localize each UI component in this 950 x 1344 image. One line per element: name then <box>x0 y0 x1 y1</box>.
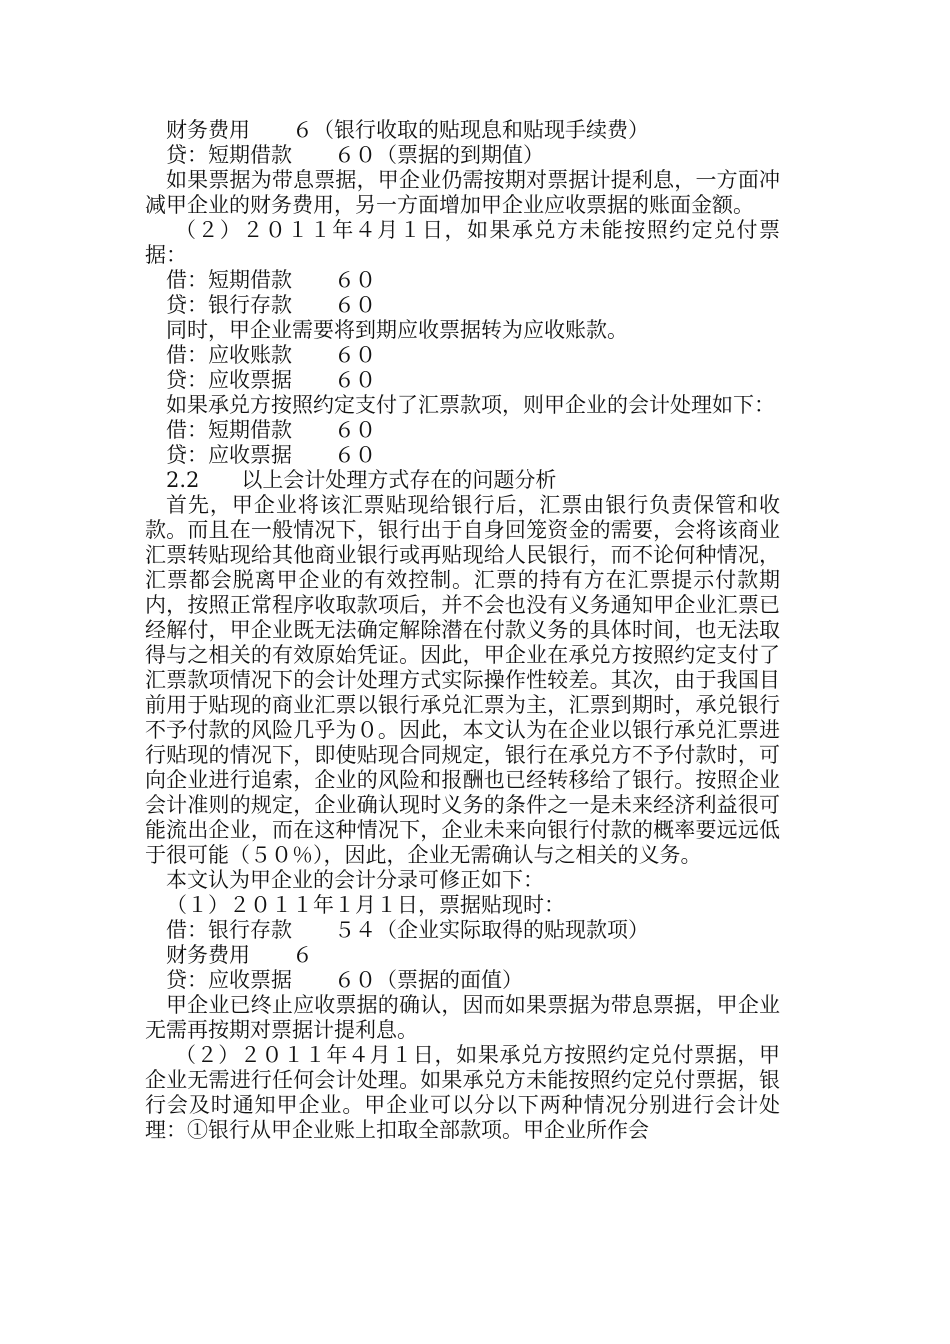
paragraph-1: 财务费用 ６（银行收取的贴现息和贴现手续费） <box>166 118 649 142</box>
paragraph-16: 借：银行存款 ５４（企业实际取得的贴现款项） <box>166 918 649 942</box>
paragraph-6: 贷：银行存款 ６０ <box>166 293 376 317</box>
paragraph-9: 贷：应收票据 ６０ <box>166 368 376 392</box>
paragraph-8: 借：应收账款 ６０ <box>166 343 376 367</box>
paragraph-11: 借：短期借款 ６０ <box>166 418 376 442</box>
paragraph-12: 贷：应收票据 ６０ <box>166 443 376 467</box>
paragraph-15: （１）２０１１年１月１日，票据贴现时： <box>166 893 565 917</box>
paragraph-20: （２）２０１１年４月１日，如果承兑方按照约定兑付票据，甲企业无需进行任何会计处理。如果承兑方未能按照约定兑付票据，银行会及时通知甲企业。甲企业可以分以下两种情况分别进行会计处理：①银行从甲企业账上扣取全部款项。甲企业所作会 <box>145 1043 780 1142</box>
paragraph-19: 甲企业已终止应收票据的确认，因而如果票据为带息票据，甲企业无需再按期对票据计提利息。 <box>145 993 780 1042</box>
paragraph-10: 如果承兑方按照约定支付了汇票款项，则甲企业的会计处理如下： <box>166 393 775 417</box>
paragraph-2: 贷：短期借款 ６０（票据的到期值） <box>166 143 544 167</box>
document-body <box>145 118 780 1143</box>
section-heading: 2.2 以上会计处理方式存在的问题分析 <box>166 468 557 492</box>
paragraph-17: 财务费用 ６ <box>166 943 313 967</box>
paragraph-13: 首先，甲企业将该汇票贴现给银行后，汇票由银行负责保管和收款。而且在一般情况下，银行出于自身回笼资金的需要，会将该商业汇票转贴现给其他商业银行或再贴现给人民银行，而不论何种情况，汇票都会脱离甲企业的有效控制。汇票的持有方在汇票提示付款期内，按照正常程序收取款项后，并不会也没有义务通知甲企业汇票已经解付，甲企业既无法确定解除潜在付款义务的具体时间，也无法取得与之相关的有效原始凭证。因此，甲企业在承兑方按照约定支付了汇票款项情况下的会计处理方式实际操作性较差。其次，由于我国目前用于贴现的商业汇票以银行承兑汇票为主，汇票到期时，承兑银行不予付款的风险几乎为０。因此，本文认为在企业以银行承兑汇票进行贴现的情况下，即使贴现合同规定，银行在承兑方不予付款时，可向企业进行追索，企业的风险和报酬也已经转移给了银行。按照企业会计准则的规定，企业确认现时义务的条件之一是未来经济利益很可能流出企业，而在这种情况下，企业未来向银行付款的概率要远远低于很可能（５０％），因此，企业无需确认与之相关的义务。 <box>145 493 780 867</box>
paragraph-5: 借：短期借款 ６０ <box>166 268 376 292</box>
paragraph-7: 同时，甲企业需要将到期应收票据转为应收账款。 <box>166 318 628 342</box>
paragraph-3: 如果票据为带息票据，甲企业仍需按期对票据计提利息，一方面冲减甲企业的财务费用，另一方面增加甲企业应收票据的账面金额。 <box>145 168 780 217</box>
paragraph-4: （２）２０１１年４月１日，如果承兑方未能按照约定兑付票据： <box>145 218 780 267</box>
paragraph-18: 贷：应收票据 ６０（票据的面值） <box>166 968 523 992</box>
paragraph-14: 本文认为甲企业的会计分录可修正如下： <box>166 868 544 892</box>
